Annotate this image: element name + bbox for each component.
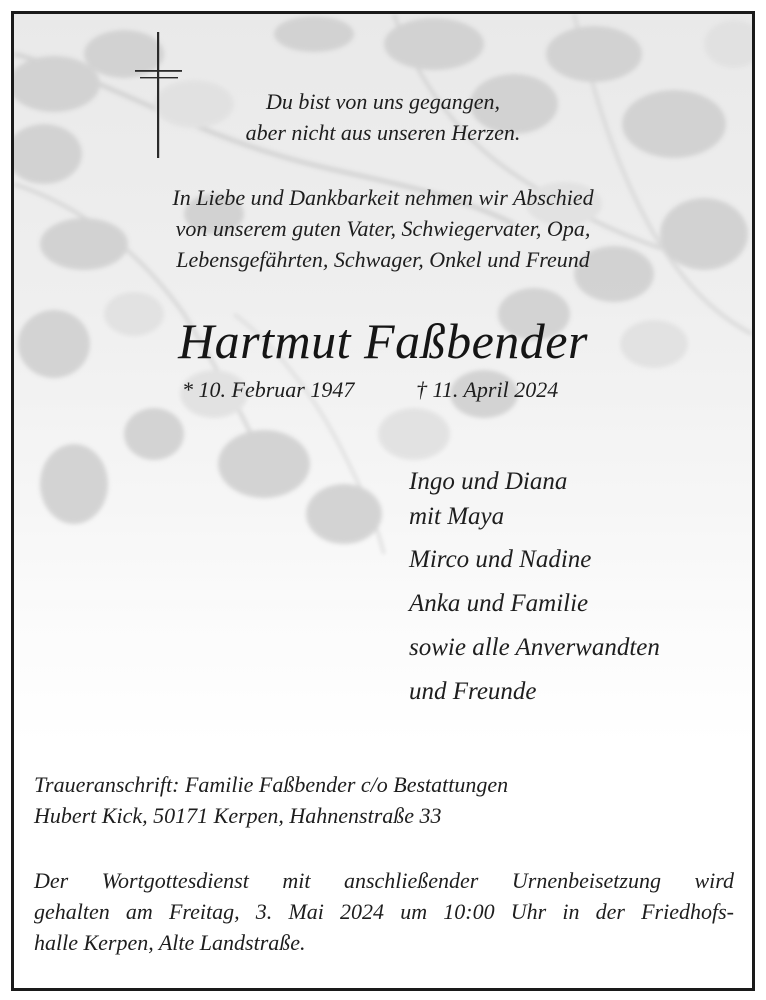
birth-date: * 10. Februar 1947: [182, 377, 355, 402]
mourner-line-3: Mirco und Nadine: [409, 546, 592, 573]
service-line-3: halle Kerpen, Alte Landstraße.: [34, 930, 306, 955]
service-line-1: Der Wortgottesdienst mit anschließender Urnenbeisetzung wird: [34, 868, 734, 893]
address-line-1: Traueranschrift: Familie Faßbender c/o Bestattungen: [34, 772, 509, 797]
mourner-line-2: mit Maya: [409, 503, 505, 530]
mourner-line-4: Anka und Familie: [409, 590, 589, 617]
intro-line-3: Lebensgefährten, Schwager, Onkel und Freund: [176, 247, 590, 272]
service-line-2: gehalten am Freitag, 3. Mai 2024 um 10:00 Uhr in der Friedhofs-: [34, 899, 734, 924]
verse-line-1: Du bist von uns gegangen,: [265, 89, 501, 114]
deceased-name: Hartmut Faßbender: [178, 313, 588, 369]
service-paragraph: [34, 865, 734, 958]
mourner-line-1: Ingo und Diana: [409, 468, 568, 495]
obituary-notice: [11, 11, 755, 991]
verse-line-2: aber nicht aus unseren Herzen.: [245, 120, 521, 145]
intro-line-2: von unserem guten Vater, Schwiegervater, Opa,: [175, 216, 591, 241]
address-line-2: Hubert Kick, 50171 Kerpen, Hahnenstraße 33: [34, 803, 442, 828]
intro-line-1: In Liebe und Dankbarkeit nehmen wir Abschied: [172, 185, 594, 210]
mourner-line-6: und Freunde: [409, 678, 537, 705]
death-date: † 11. April 2024: [416, 377, 559, 402]
mourner-line-5: sowie alle Anverwandten: [409, 634, 660, 661]
